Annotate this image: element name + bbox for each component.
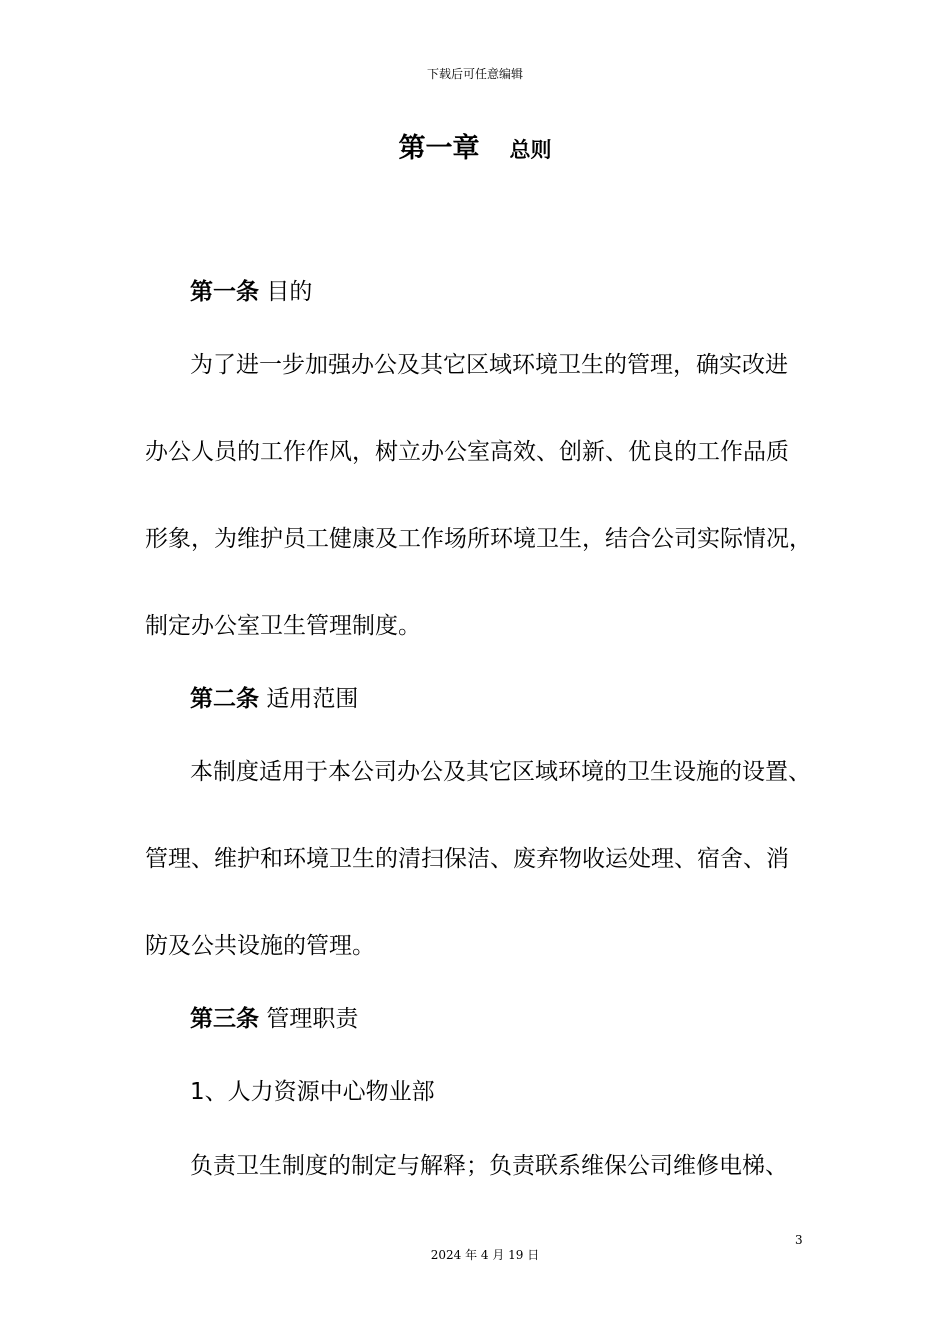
paragraph-line: 办公人员的工作作风，树立办公室高效、创新、优良的工作品质: [145, 439, 789, 465]
paragraph-line: 本制度适用于本公司办公及其它区域环境的卫生设施的设置、: [190, 759, 811, 785]
list-item: 1、人力资源中心物业部: [190, 1079, 435, 1105]
footer-date: 2024 年 4 月 19 日: [430, 1248, 540, 1262]
header-note: 下载后可任意编辑: [426, 67, 523, 81]
paragraph-line: 防及公共设施的管理。: [145, 933, 375, 959]
section-heading-1: [190, 276, 890, 308]
section-title: 管理职责: [266, 1006, 359, 1032]
section-label: 第一条: [190, 279, 259, 305]
chapter-title: [0, 130, 950, 171]
chapter-subtitle: 总则: [509, 138, 552, 162]
section-title: 适用范围: [266, 686, 359, 712]
section-title: 目的: [266, 279, 313, 305]
section-label: 第三条: [190, 1006, 259, 1032]
section-heading-2: [190, 683, 890, 715]
section-label: 第二条: [190, 686, 259, 712]
paragraph-line: 负责卫生制度的制定与解释；负责联系维保公司维修电梯、: [190, 1153, 788, 1179]
paragraph-line: 制定办公室卫生管理制度。: [145, 613, 421, 639]
chapter-number: 第一章: [398, 133, 480, 164]
page-number: 3: [795, 1233, 803, 1247]
section-heading-3: [190, 1003, 890, 1035]
paragraph-line: 为了进一步加强办公及其它区域环境卫生的管理，确实改进: [190, 352, 788, 378]
paragraph-line: 形象，为维护员工健康及工作场所环境卫生，结合公司实际情况，: [145, 526, 812, 552]
paragraph-line: 管理、维护和环境卫生的清扫保洁、废弃物收运处理、宿舍、消: [145, 846, 789, 872]
